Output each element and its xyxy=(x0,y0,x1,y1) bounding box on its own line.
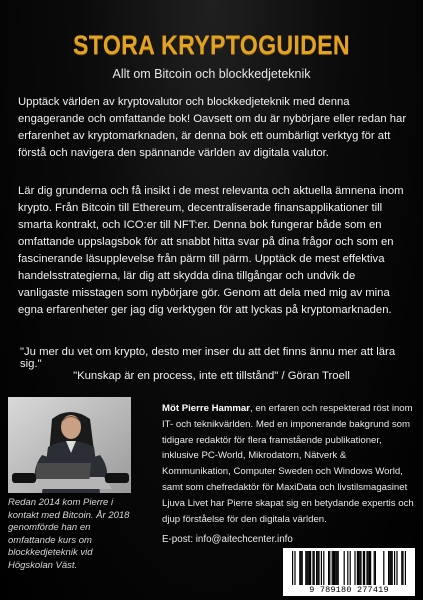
barcode-bar xyxy=(310,551,311,585)
quote-2: "Kunskap är en process, inte ett tillstånd" / Göran Troell xyxy=(73,370,350,382)
barcode-bar xyxy=(347,551,348,585)
barcode-bar xyxy=(359,551,360,585)
barcode-bar xyxy=(334,551,335,585)
barcode-bar xyxy=(375,551,376,585)
barcode-bar xyxy=(309,551,310,585)
barcode-bar xyxy=(350,551,351,585)
barcode-bar xyxy=(396,551,397,585)
author-photo xyxy=(8,397,131,493)
barcode-bar xyxy=(363,551,364,585)
barcode-bar xyxy=(316,551,317,585)
barcode-bar xyxy=(368,551,369,585)
barcode-bar xyxy=(332,551,333,585)
photo-caption: Redan 2014 kom Pierre i kontakt med Bitcoin. År 2018 genomförde han en omfattande kurs om blockkedjeteknik vid Högskolan Väst. xyxy=(8,497,130,571)
barcode-digits: 9 789180 277419 xyxy=(309,585,389,595)
barcode-bar xyxy=(305,551,306,585)
barcode-bar xyxy=(299,551,300,585)
barcode-bar xyxy=(364,551,365,585)
barcode-bar xyxy=(389,551,390,585)
book-title: STORA KRYPTOGUIDEN xyxy=(73,30,350,60)
barcode-bar xyxy=(328,551,329,585)
barcode-bar xyxy=(336,551,337,585)
barcode-bar xyxy=(314,551,315,585)
author-bio-text: , en erfaren och respekterad röst inom IT- och teknikvärlden. Med en imponerande bakgrund som tidigare redaktör för flera framstående publikationer, inklusive PC-World, Mikrodatorn, Nätverk & Kommunikation, Computer Sweden och Windows World, samt som chefredaktör för MaxiData och livstilsmagasinet Ljuva Livet har Pierre skapat sig en betydande expertis och djup förståelse för den digitala världen. xyxy=(162,403,414,525)
barcode-bar xyxy=(302,551,303,585)
description-paragraph-1: Upptäck världen av kryptovalutor och blockkedjeteknik med denna engagerande och omfattande bok! Oavsett om du är nybörjare eller redan har erfarenhet av kryptomarknaden, är denna bok ett oumbärligt verktyg för att förstå och navigera den spännande världen av digitala valutor. xyxy=(18,96,407,159)
barcode-bar xyxy=(338,551,339,585)
barcode-bar xyxy=(358,551,359,585)
barcode-bars xyxy=(292,551,406,585)
barcode-bar xyxy=(312,551,313,585)
barcode-bar xyxy=(321,551,322,585)
barcode-bar xyxy=(344,551,345,585)
barcode-bar xyxy=(306,551,307,585)
barcode-bar xyxy=(318,551,319,585)
barcode-bar xyxy=(329,551,330,585)
barcode-bar xyxy=(354,551,355,585)
barcode-bar xyxy=(323,551,324,585)
barcode-bar xyxy=(405,551,406,585)
barcode-bar xyxy=(308,551,309,585)
barcode-bar xyxy=(402,551,403,585)
barcode-bar xyxy=(366,551,367,585)
barcode-bar xyxy=(370,551,371,585)
quote-1: "Ju mer du vet om krypto, desto mer inser du att det finns ännu mer att lära sig." xyxy=(20,346,396,370)
author-email: E-post: info@aitechcenter.info xyxy=(162,534,293,545)
barcode-bar xyxy=(369,551,370,585)
barcode-bar xyxy=(300,551,301,585)
barcode-bar xyxy=(383,551,384,585)
barcode-bar xyxy=(357,551,358,585)
book-subtitle: Allt om Bitcoin och blockkedjeteknik xyxy=(112,67,311,81)
barcode-bar xyxy=(294,551,295,585)
barcode-bar xyxy=(401,551,402,585)
barcode-bar xyxy=(360,551,361,585)
barcode-bar xyxy=(333,551,334,585)
barcode-bar xyxy=(335,551,336,585)
barcode-bar xyxy=(390,551,391,585)
author-name: Möt Pierre Hammar xyxy=(162,403,250,414)
barcode-bar xyxy=(374,551,375,585)
barcode-bar xyxy=(394,551,395,585)
description-paragraph-2: Lär dig grunderna och få insikt i de mest relevanta och aktuella ämnena inom krypto. Från Bitcoin till Ethereum, decentraliserade finansapplikationer till smarta kontrakt, och ICO:er till NFT:er. Denna bok fungerar både som en omfattande uppslagsbok för att snabbt hitta svar på dina frågor och som en fascinerande läsupplevelse från pärm till pärm. Upptäck de mest effektiva handelsstrategierna, lär dig att skydda dina tillgångar och undvik de vanligaste misstagen som nybörjare gör. Genom att dela med mig av mina egna erfarenheter ger jag dig verktygen för att lyckas på kryptomarknaden. xyxy=(18,185,404,316)
author-bio xyxy=(162,401,414,527)
barcode-bar xyxy=(317,551,318,585)
barcode-bar xyxy=(292,551,293,585)
isbn-barcode xyxy=(283,548,415,596)
barcode-bar xyxy=(392,551,393,585)
barcode-bar xyxy=(388,551,389,585)
